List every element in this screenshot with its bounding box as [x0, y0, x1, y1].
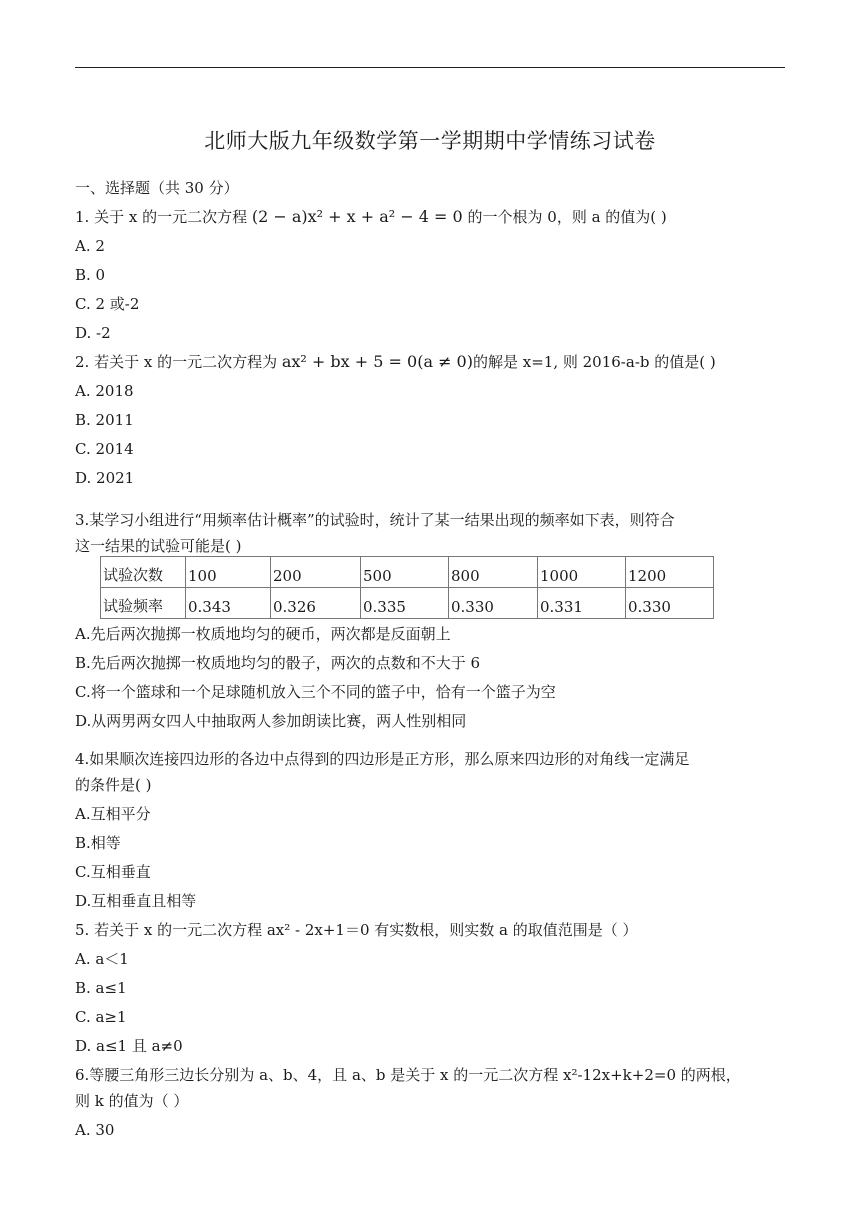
question-5-option-c: C. a≥1 [75, 1008, 127, 1026]
question-2-option-d: D. 2021 [75, 469, 135, 487]
question-5-option-d: D. a≤1 且 a≠0 [75, 1037, 183, 1055]
table-cell: 100 [186, 557, 271, 588]
question-2-text-post: 的解是 x=1, 则 2016-a-b 的值是( ) [472, 353, 716, 371]
page-title: 北师大版九年级数学第一学期期中学情练习试卷 [204, 129, 656, 153]
question-1-text-post: 的一个根为 0，则 a 的值为( ) [462, 208, 667, 226]
question-3-line-1: 3.某学习小组进行“用频率估计概率”的试验时，统计了某一结果出现的频率如下表，则符合 [75, 511, 675, 529]
question-4-line-1: 4.如果顺次连接四边形的各边中点得到的四边形是正方形，那么原来四边形的对角线一定满足 [75, 750, 690, 768]
question-2-equation: ax² + bx + 5 = 0(a ≠ 0) [281, 352, 473, 371]
table-cell: 1000 [538, 557, 626, 588]
question-2-text-pre: 2. 若关于 x 的一元二次方程为 [75, 353, 282, 371]
question-3-option-c: C.将一个篮球和一个足球随机放入三个不同的篮子中，恰有一个篮子为空 [75, 683, 556, 701]
table-cell: 500 [361, 557, 449, 588]
question-4-line-2: 的条件是( ) [75, 776, 152, 794]
question-4-option-b: B.相等 [75, 834, 121, 852]
table-cell: 0.330 [449, 588, 538, 619]
header-rule [75, 67, 785, 68]
question-3-line-2: 这一结果的试验可能是( ) [75, 537, 242, 555]
question-3-option-b: B.先后两次抛掷一枚质地均匀的骰子，两次的点数和不大于 6 [75, 654, 481, 672]
question-6-option-a: A. 30 [75, 1121, 115, 1139]
section-heading: 一、选择题（共 30 分） [75, 179, 239, 197]
table-cell: 0.331 [538, 588, 626, 619]
question-1-equation: (2 − a)x² + x + a² − 4 = 0 [251, 207, 463, 226]
table-cell: 800 [449, 557, 538, 588]
question-6-line-1: 6.等腰三角形三边长分别为 a、b、4，且 a、b 是关于 x 的一元二次方程 x²-12x+k+2=0 的两根， [75, 1066, 741, 1084]
question-2-option-c: C. 2014 [75, 440, 134, 458]
question-5-option-b: B. a≤1 [75, 979, 127, 997]
question-1-option-c: C. 2 或-2 [75, 295, 140, 313]
question-1 [75, 207, 667, 227]
table-header-cell: 试验次数 [101, 557, 186, 588]
question-1-text-pre: 1. 关于 x 的一元二次方程 [75, 208, 252, 226]
table-cell: 0.330 [626, 588, 714, 619]
table-row [101, 588, 714, 619]
table-row [101, 557, 714, 588]
question-1-option-b: B. 0 [75, 266, 106, 284]
table-cell: 1200 [626, 557, 714, 588]
question-2-option-a: A. 2018 [75, 382, 134, 400]
question-3-option-a: A.先后两次抛掷一枚质地均匀的硬币，两次都是反面朝上 [75, 625, 451, 643]
question-3-option-d: D.从两男两女四人中抽取两人参加朗读比赛，两人性别相同 [75, 712, 467, 730]
question-5-option-a: A. a＜1 [75, 950, 129, 968]
table-cell: 0.343 [186, 588, 271, 619]
table-cell: 200 [271, 557, 361, 588]
question-4-option-a: A.互相平分 [75, 805, 151, 823]
question-5: 5. 若关于 x 的一元二次方程 ax² ‐ 2x+1＝0 有实数根，则实数 a 的取值范围是（ ） [75, 921, 638, 939]
frequency-table [100, 556, 714, 619]
question-2-option-b: B. 2011 [75, 411, 134, 429]
question-4-option-c: C.互相垂直 [75, 863, 151, 881]
table-cell: 0.326 [271, 588, 361, 619]
question-1-option-d: D. -2 [75, 324, 111, 342]
question-2 [75, 352, 716, 372]
question-6-line-2: 则 k 的值为（ ） [75, 1092, 189, 1110]
table-header-cell: 试验频率 [101, 588, 186, 619]
question-4-option-d: D.互相垂直且相等 [75, 892, 197, 910]
table-cell: 0.335 [361, 588, 449, 619]
question-1-option-a: A. 2 [75, 237, 105, 255]
